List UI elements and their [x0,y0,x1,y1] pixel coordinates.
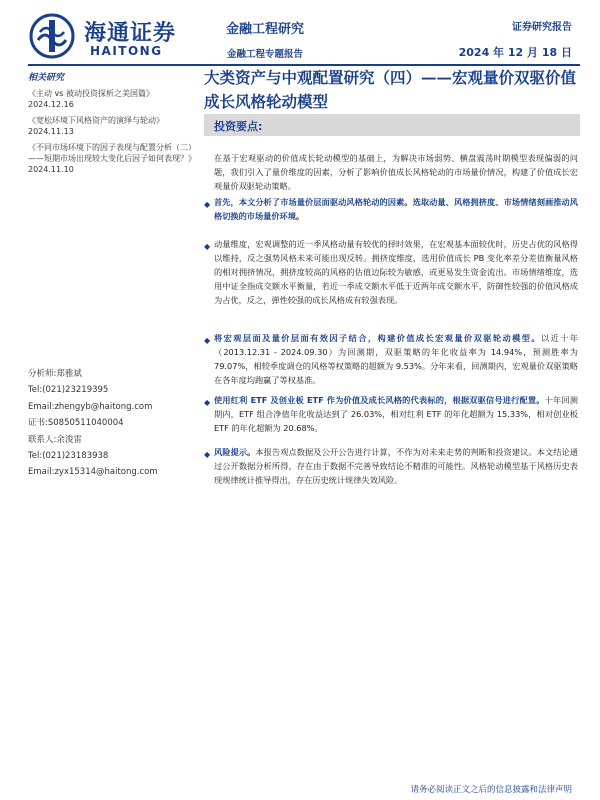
bullet-point-4 [214,394,578,436]
intro-paragraph: 在基于宏观驱动的价值成长轮动模型的基础上，为解决市场弱势、横盘震荡时期模型表现偏弱的问题，我们引入了量价维度的因素，分析了影响价值成长风格轮动的市场量价情况，构建了价值成长宏观量价双驱轮动策略。 [214,153,578,191]
related-item[interactable] [28,88,200,110]
analyst-tel: Tel:(021)23219395 [28,385,109,396]
bullet-icon: ◆ [204,242,211,251]
related-research [28,70,200,175]
related-item[interactable] [28,115,200,137]
bullet-icon: ◆ [204,336,211,345]
related-item-text: 《不同市场环境下的因子表现与配置分析（二）——短期市场出现较大变化后因子如何表现？》 [28,143,196,163]
report-date: 2024 年 12 月 18 日 [458,46,572,59]
related-research-title: 相关研究 [28,73,65,83]
bullet-4-highlight: 使用红利 ETF 及创业板 ETF 作为价值及成长风格的代表标的，根据双驱信号进行配置。 [214,395,545,405]
category-subtitle: 金融工程专题报告 [226,49,303,60]
analyst-email[interactable]: Email:zhengyb@haitong.com [28,401,153,412]
related-item[interactable] [28,142,200,175]
bullet-point-1 [214,196,578,224]
report-type: 证券研究报告 [512,22,572,33]
bullet-1-highlight: 首先，本文分析了市场量价层面驱动风格轮动的因素。选取动量、风格拥挤度、市场情绪刻画推动风格切换的市场量价环境。 [214,197,578,221]
haitong-logo [28,12,188,60]
bullet-icon: ◆ [204,200,211,209]
bullet-point-5 [214,446,578,488]
logo-text-en: HAITONG [90,44,163,58]
key-points-bar [204,114,580,136]
contact-name: 联系人:余浚雷 [28,434,82,445]
report-category [205,18,325,60]
bullet-5-text: 本报告观点数据及公开公告进行计算，不作为对未来走势的判断和投资建议。本文结论通过公开数据分析所得，存在由于数据不完善导致结论不精准的可能性。风格轮动模型基于风格历史表现规律统计推导得出，存在历史统计规律失效风险。 [214,447,578,485]
key-points-label: 投资要点: [214,120,263,133]
bullet-5-highlight: 风险提示。 [214,447,256,457]
bullet-4-text: 十年回测期内，ETF 组合净值年化收益达到了 26.03%，相对红利 ETF 的年化超额为 15.33%，相对创业板 ETF 的年化超额为 20.68%。 [214,395,578,433]
bullet-3-highlight: 将宏观层面及量价层面有效因子结合，构建价值成长宏观量价双驱轮动模型。 [214,333,541,343]
logo-emblem-icon [28,12,76,60]
contact-email[interactable]: Email:zyx15314@haitong.com [28,467,158,478]
bullet-icon: ◆ [204,398,211,407]
bullet-3-text: 以近十年（2013.12.31 - 2024.09.30）为回测期，双驱策略的年化收益率为 14.94%，预测胜率为 79.07%，相较季度调仓的风格等权策略的超额为 9.53%。分年来看，回测期内，宏观量价双驱策略在各年度均跑赢了等权基准。 [214,333,578,385]
related-item-date: 2024.11.10 [28,165,74,174]
bullet-point-3 [214,332,578,388]
analyst-name: 分析师:郑雅斌 [28,369,82,379]
bullet-point-2: 动量维度，宏观调整的近一季风格动量有较优的择时效果，在宏观基本面较优时，历史占优的风格得以维持，反之强势风格未来可能出现反转。拥挤度维度，选用价值成长 PB 变化率差分差值衡量风格的相对拥挤情况，拥挤度较高的风格的估值边际较为敏感，或更易发生资金流出。市场情绪维度，选用中证全指成交额水平衡量，若近一季成交额水平低于近两年成交额水平，防御性较强的价值风格成为占优，反之，弹性较强的成长风格成有较强表现。 [214,239,578,305]
analyst-cert: 证书:S0850511040004 [28,418,124,429]
logo-text-cn: 海通证券 [84,20,177,46]
disclaimer-footer: 请务必阅读正文之后的信息披露和法律声明 [410,785,572,795]
related-item-text: 《宽松环境下风格资产的演绎与轮动》 [28,116,164,125]
category-title: 金融工程研究 [225,22,304,37]
report-title: 大类资产与中观配置研究（四）——宏观量价双驱价值成长风格轮动模型 [204,68,577,111]
related-item-date: 2024.11.13 [28,127,74,136]
contact-tel: Tel:(021)23183938 [28,451,109,462]
report-meta [459,18,572,60]
related-item-text: 《主动 vs 被动投资探析之美国篇》 [28,89,154,98]
bullet-icon: ◆ [204,450,211,459]
related-item-date: 2024.12.16 [28,100,74,109]
analyst-contacts [28,366,203,481]
